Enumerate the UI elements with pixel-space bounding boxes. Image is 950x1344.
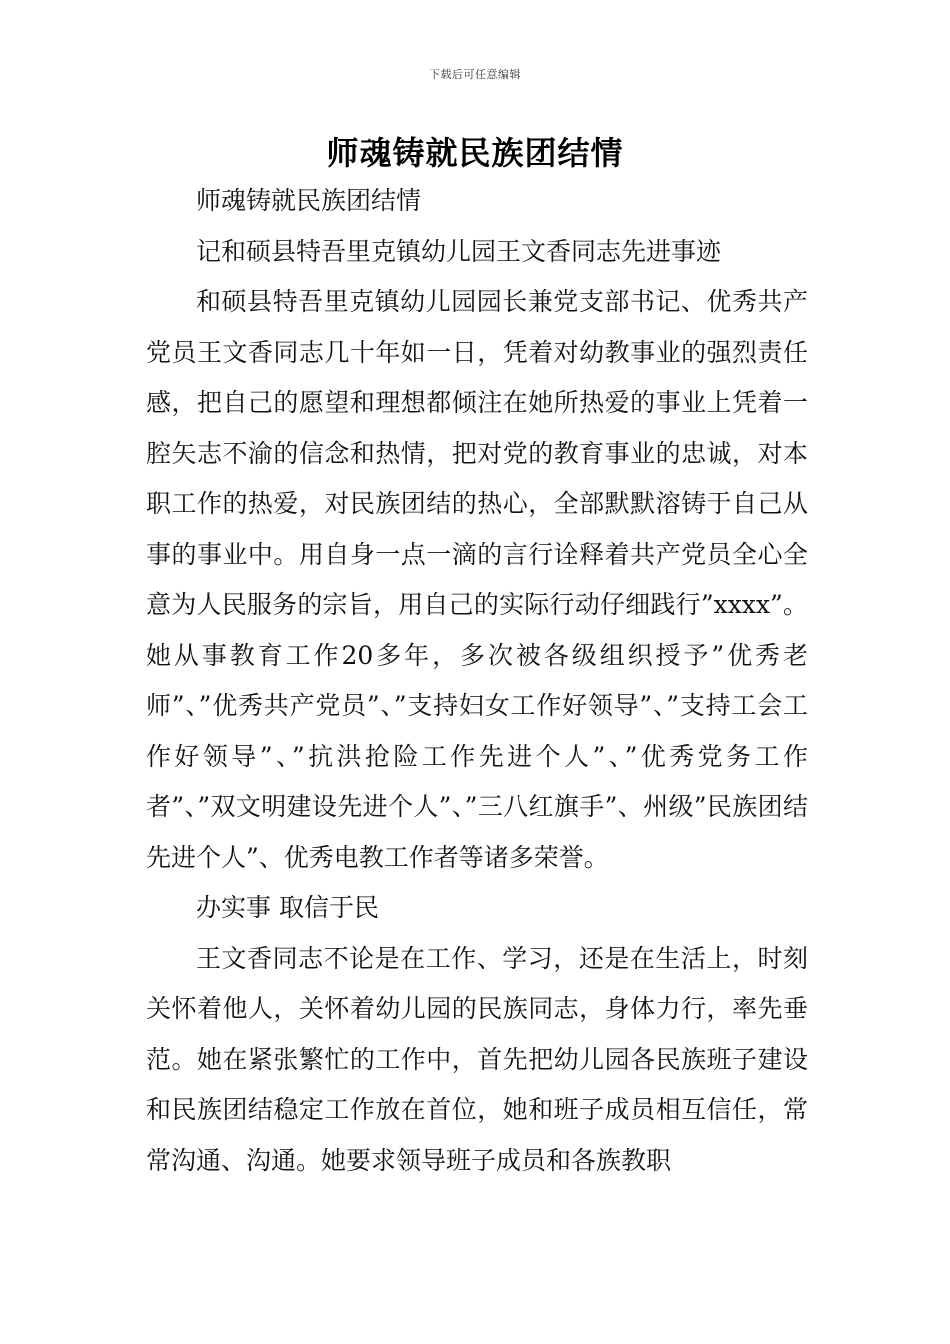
page-header-note: 下载后可任意编辑: [429, 68, 521, 81]
document-title: 师魂铸就民族团结情: [326, 134, 624, 172]
subheading-paragraph: 记和硕县特吾里克镇幼儿园王文香同志先进事迹: [196, 236, 722, 266]
subtitle-paragraph: 师魂铸就民族团结情: [196, 186, 422, 215]
document-body: [146, 176, 808, 1186]
body-paragraph: 和硕县特吾里克镇幼儿园园长兼党支部书记、优秀共产党员王文香同志几十年如一日，凭着对幼教事业的强烈责任感，把自己的愿望和理想都倾注在她所热爱的事业上凭着一腔矢志不渝的信念和热情，把对党的教育事业的忠诚，对本职工作的热爱，对民族团结的热心，全部默默溶铸于自己从事的事业中。用自身一点一滴的言行诠释着共产党员全心全意为人民服务的宗旨，用自己的实际行动仔细践行”xxxx”。她从事教育工作20多年，多次被各级组织授予”优秀老师”、”优秀共产党员”、”支持妇女工作好领导”、”支持工会工作好领导”、”抗洪抢险工作先进个人”、”优秀党务工作者”、”双文明建设先进个人”、”三八红旗手”、州级”民族团结先进个人”、优秀电教工作者等诸多荣誉。: [146, 287, 808, 872]
section-heading-paragraph: 办实事 取信于民: [196, 893, 379, 922]
body-paragraph: 王文香同志不论是在工作、学习，还是在生活上，时刻关怀着他人，关怀着幼儿园的民族同志，身体力行，率先垂范。她在紧张繁忙的工作中，首先把幼儿园各民族班子建设和民族团结稳定工作放在首位，她和班子成员相互信任，常常沟通、沟通。她要求领导班子成员和各族教职: [146, 943, 808, 1175]
